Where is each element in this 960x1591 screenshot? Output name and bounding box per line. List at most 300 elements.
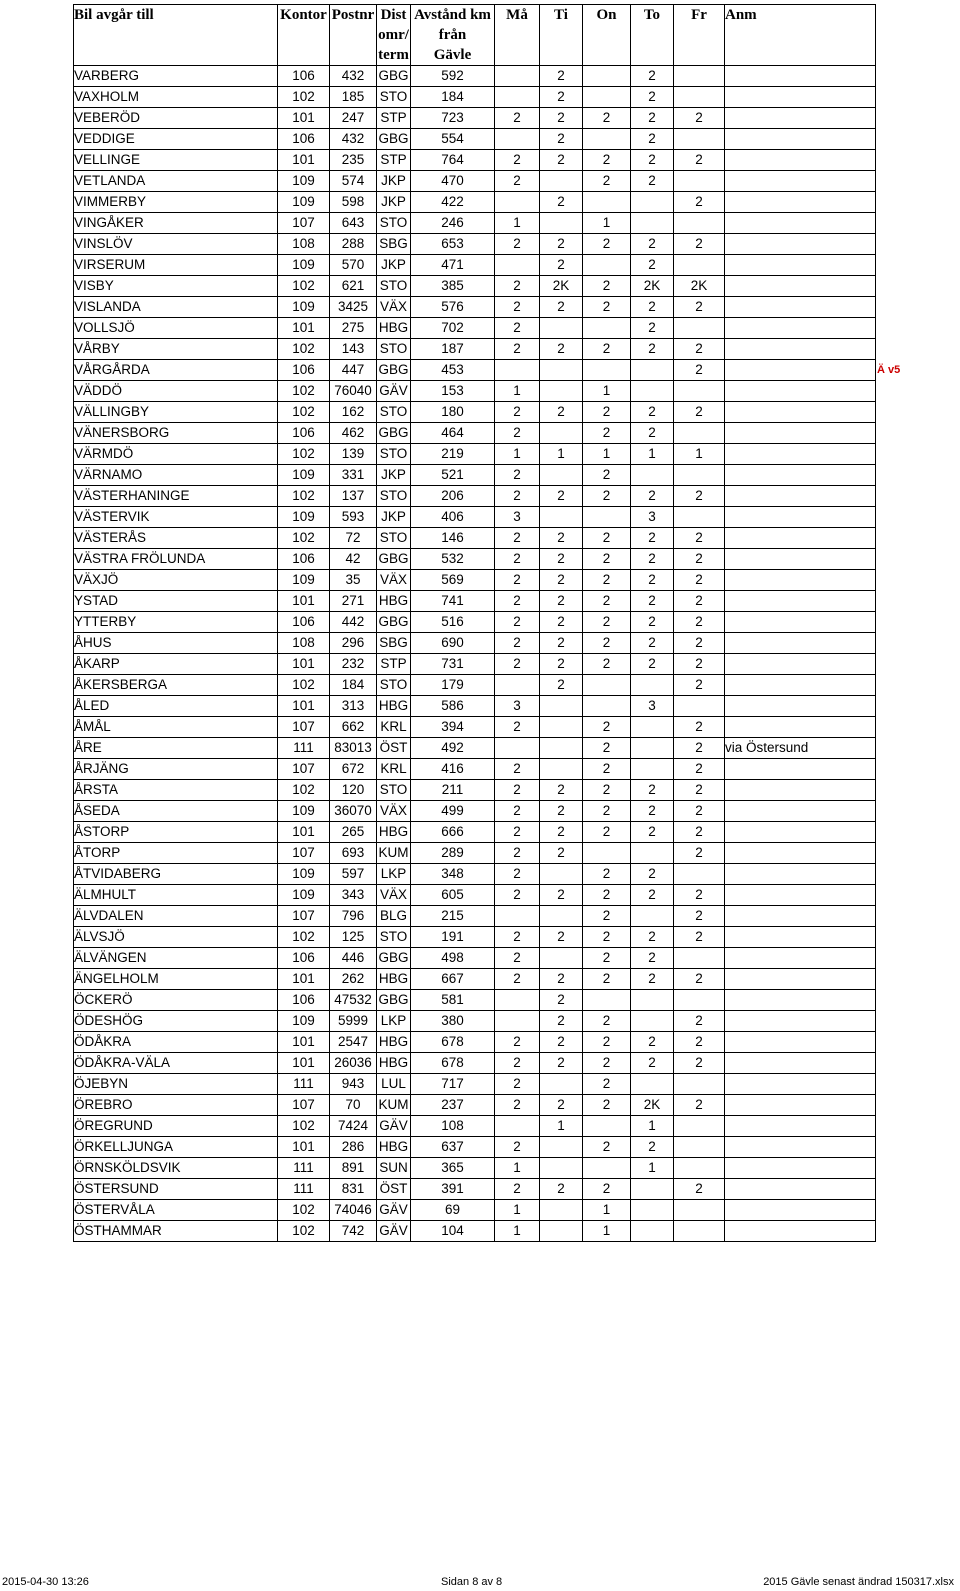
monday-cell: 2: [495, 633, 540, 654]
office-cell: 101: [278, 108, 330, 129]
friday-cell: [674, 318, 725, 339]
distance-cell: 717: [411, 1074, 495, 1095]
destination-cell: ÅLED: [74, 696, 278, 717]
distance-cell: 246: [411, 213, 495, 234]
district-cell: LKP: [377, 864, 411, 885]
monday-cell: 2: [495, 1137, 540, 1158]
postcode-cell: 662: [330, 717, 377, 738]
tuesday-cell: 1: [540, 444, 583, 465]
thursday-cell: [631, 675, 674, 696]
thursday-cell: 2: [631, 66, 674, 87]
notes-cell: [725, 465, 876, 486]
table-row: [74, 633, 876, 654]
notes-cell: [725, 1053, 876, 1074]
table-row: [74, 927, 876, 948]
table-row: [74, 570, 876, 591]
postcode-cell: 831: [330, 1179, 377, 1200]
wednesday-cell: 1: [583, 1221, 631, 1242]
postcode-cell: 83013: [330, 738, 377, 759]
postcode-cell: 232: [330, 654, 377, 675]
notes-cell: [725, 591, 876, 612]
tuesday-cell: 2: [540, 150, 583, 171]
monday-cell: 2: [495, 801, 540, 822]
destination-cell: VÅRBY: [74, 339, 278, 360]
tuesday-cell: 2: [540, 780, 583, 801]
table-row: [74, 1137, 876, 1158]
office-cell: 101: [278, 1032, 330, 1053]
distance-cell: 289: [411, 843, 495, 864]
friday-cell: 2: [674, 1179, 725, 1200]
monday-cell: 2: [495, 423, 540, 444]
destination-cell: ÅRE: [74, 738, 278, 759]
district-cell: LUL: [377, 1074, 411, 1095]
postcode-cell: 137: [330, 486, 377, 507]
wednesday-cell: 2: [583, 276, 631, 297]
postcode-cell: 621: [330, 276, 377, 297]
wednesday-cell: 2: [583, 465, 631, 486]
table-row: [74, 801, 876, 822]
monday-cell: 2: [495, 318, 540, 339]
header-distance: [411, 5, 495, 66]
tuesday-cell: 2: [540, 990, 583, 1011]
table-row: [74, 612, 876, 633]
postcode-cell: 643: [330, 213, 377, 234]
district-cell: ÖST: [377, 738, 411, 759]
friday-cell: [674, 1137, 725, 1158]
thursday-cell: 2: [631, 885, 674, 906]
district-cell: STO: [377, 402, 411, 423]
monday-cell: 2: [495, 234, 540, 255]
monday-cell: 1: [495, 1158, 540, 1179]
district-cell: VÄX: [377, 885, 411, 906]
office-cell: 102: [278, 339, 330, 360]
wednesday-cell: 2: [583, 969, 631, 990]
friday-cell: 2: [674, 108, 725, 129]
destination-cell: VINGÅKER: [74, 213, 278, 234]
postcode-cell: 672: [330, 759, 377, 780]
postcode-cell: 143: [330, 339, 377, 360]
thursday-cell: 2: [631, 402, 674, 423]
office-cell: 109: [278, 570, 330, 591]
notes-cell: [725, 1200, 876, 1221]
postcode-cell: 26036: [330, 1053, 377, 1074]
wednesday-cell: [583, 843, 631, 864]
tuesday-cell: [540, 1137, 583, 1158]
destination-cell: VEBERÖD: [74, 108, 278, 129]
friday-cell: 2: [674, 843, 725, 864]
office-cell: 101: [278, 1137, 330, 1158]
office-cell: 101: [278, 822, 330, 843]
wednesday-cell: 2: [583, 150, 631, 171]
district-cell: JKP: [377, 507, 411, 528]
table-row: [74, 948, 876, 969]
office-cell: 102: [278, 675, 330, 696]
distance-cell: 637: [411, 1137, 495, 1158]
office-cell: 109: [278, 171, 330, 192]
distance-cell: 499: [411, 801, 495, 822]
destination-cell: ÄNGELHOLM: [74, 969, 278, 990]
destination-cell: VÄLLINGBY: [74, 402, 278, 423]
friday-cell: [674, 213, 725, 234]
notes-cell: [725, 486, 876, 507]
tuesday-cell: [540, 696, 583, 717]
district-cell: STO: [377, 528, 411, 549]
friday-cell: 2: [674, 633, 725, 654]
tuesday-cell: 2: [540, 192, 583, 213]
district-cell: STO: [377, 444, 411, 465]
friday-cell: 2: [674, 759, 725, 780]
notes-cell: [725, 276, 876, 297]
thursday-cell: [631, 717, 674, 738]
friday-cell: 2: [674, 906, 725, 927]
tuesday-cell: 2: [540, 87, 583, 108]
thursday-cell: 2: [631, 486, 674, 507]
wednesday-cell: 1: [583, 213, 631, 234]
table-row: [74, 717, 876, 738]
friday-cell: 2: [674, 591, 725, 612]
distance-cell: 464: [411, 423, 495, 444]
destination-cell: ÄLVDALEN: [74, 906, 278, 927]
wednesday-cell: [583, 675, 631, 696]
thursday-cell: [631, 1074, 674, 1095]
monday-cell: 2: [495, 528, 540, 549]
district-cell: HBG: [377, 1032, 411, 1053]
office-cell: 108: [278, 633, 330, 654]
distance-cell: 731: [411, 654, 495, 675]
postcode-cell: 598: [330, 192, 377, 213]
distance-cell: 764: [411, 150, 495, 171]
office-cell: 107: [278, 717, 330, 738]
district-cell: STO: [377, 927, 411, 948]
notes-cell: [725, 423, 876, 444]
monday-cell: 2: [495, 402, 540, 423]
destination-cell: ÅTORP: [74, 843, 278, 864]
destination-cell: VÄRNAMO: [74, 465, 278, 486]
postcode-cell: 288: [330, 234, 377, 255]
destination-cell: ÖRNSKÖLDSVIK: [74, 1158, 278, 1179]
notes-cell: [725, 906, 876, 927]
notes-cell: [725, 297, 876, 318]
tuesday-cell: [540, 738, 583, 759]
district-cell: HBG: [377, 1137, 411, 1158]
postcode-cell: 593: [330, 507, 377, 528]
tuesday-cell: [540, 381, 583, 402]
tuesday-cell: 2: [540, 339, 583, 360]
friday-cell: 2: [674, 675, 725, 696]
table-row: [74, 297, 876, 318]
table-row: [74, 192, 876, 213]
destination-cell: ÖSTERVÅLA: [74, 1200, 278, 1221]
thursday-cell: 2: [631, 591, 674, 612]
thursday-cell: 2: [631, 87, 674, 108]
notes-cell: via Östersund: [725, 738, 876, 759]
district-cell: SBG: [377, 234, 411, 255]
header-district-line1: Dist: [380, 7, 407, 23]
monday-cell: [495, 738, 540, 759]
friday-cell: 2: [674, 927, 725, 948]
wednesday-cell: [583, 192, 631, 213]
office-cell: 102: [278, 87, 330, 108]
distance-cell: 206: [411, 486, 495, 507]
distance-cell: 146: [411, 528, 495, 549]
notes-cell: [725, 150, 876, 171]
thursday-cell: [631, 738, 674, 759]
district-cell: HBG: [377, 696, 411, 717]
table-row: [74, 381, 876, 402]
distance-cell: 179: [411, 675, 495, 696]
district-cell: HBG: [377, 969, 411, 990]
destination-cell: ÖCKERÖ: [74, 990, 278, 1011]
thursday-cell: [631, 1011, 674, 1032]
district-cell: HBG: [377, 591, 411, 612]
wednesday-cell: 2: [583, 339, 631, 360]
table-row: [74, 423, 876, 444]
table-row: [74, 1032, 876, 1053]
tuesday-cell: 2: [540, 1011, 583, 1032]
wednesday-cell: 2: [583, 1053, 631, 1074]
distance-cell: 380: [411, 1011, 495, 1032]
destination-cell: VÄXJÖ: [74, 570, 278, 591]
postcode-cell: 235: [330, 150, 377, 171]
destination-cell: VELLINGE: [74, 150, 278, 171]
thursday-cell: [631, 990, 674, 1011]
thursday-cell: 2: [631, 1032, 674, 1053]
distance-cell: 69: [411, 1200, 495, 1221]
monday-cell: 2: [495, 1053, 540, 1074]
district-cell: GÄV: [377, 1116, 411, 1137]
district-cell: JKP: [377, 255, 411, 276]
friday-cell: [674, 129, 725, 150]
footer-filename: 2015 Gävle senast ändrad 150317.xlsx: [763, 1576, 954, 1588]
distance-cell: 184: [411, 87, 495, 108]
postcode-cell: 47532: [330, 990, 377, 1011]
table-row: [74, 864, 876, 885]
office-cell: 102: [278, 276, 330, 297]
notes-cell: [725, 1074, 876, 1095]
office-cell: 109: [278, 507, 330, 528]
destination-cell: ÄLVÄNGEN: [74, 948, 278, 969]
postcode-cell: 275: [330, 318, 377, 339]
table-row: [74, 1179, 876, 1200]
table-row: [74, 465, 876, 486]
header-wednesday: On: [583, 5, 631, 66]
monday-cell: 2: [495, 108, 540, 129]
postcode-cell: 286: [330, 1137, 377, 1158]
notes-cell: [725, 87, 876, 108]
tuesday-cell: [540, 171, 583, 192]
office-cell: 106: [278, 612, 330, 633]
thursday-cell: 2: [631, 297, 674, 318]
office-cell: 106: [278, 129, 330, 150]
thursday-cell: [631, 1221, 674, 1242]
wednesday-cell: [583, 1158, 631, 1179]
notes-cell: [725, 213, 876, 234]
notes-cell: [725, 528, 876, 549]
wednesday-cell: 2: [583, 885, 631, 906]
notes-cell: [725, 66, 876, 87]
friday-cell: 2: [674, 549, 725, 570]
table-row: [74, 906, 876, 927]
tuesday-cell: [540, 318, 583, 339]
destination-cell: ÖSTERSUND: [74, 1179, 278, 1200]
district-cell: KUM: [377, 843, 411, 864]
header-postcode: Postnr: [330, 5, 377, 66]
district-cell: GBG: [377, 360, 411, 381]
wednesday-cell: [583, 255, 631, 276]
office-cell: 111: [278, 1179, 330, 1200]
tuesday-cell: 2: [540, 1095, 583, 1116]
table-row: [74, 843, 876, 864]
monday-cell: 2: [495, 759, 540, 780]
thursday-cell: [631, 192, 674, 213]
wednesday-cell: 2: [583, 738, 631, 759]
office-cell: 101: [278, 150, 330, 171]
header-distance-line3: Gävle: [433, 47, 472, 63]
distance-cell: 554: [411, 129, 495, 150]
thursday-cell: [631, 381, 674, 402]
thursday-cell: 2: [631, 108, 674, 129]
tuesday-cell: [540, 465, 583, 486]
thursday-cell: 2: [631, 654, 674, 675]
friday-cell: 2: [674, 192, 725, 213]
tuesday-cell: 2: [540, 801, 583, 822]
thursday-cell: 2: [631, 948, 674, 969]
notes-cell: [725, 108, 876, 129]
postcode-cell: 76040: [330, 381, 377, 402]
friday-cell: [674, 507, 725, 528]
table-row: [74, 108, 876, 129]
office-cell: 107: [278, 1095, 330, 1116]
postcode-cell: 3425: [330, 297, 377, 318]
table-row: [74, 444, 876, 465]
friday-cell: [674, 1200, 725, 1221]
notes-cell: [725, 129, 876, 150]
postcode-cell: 262: [330, 969, 377, 990]
destination-cell: ÖDÅKRA-VÄLA: [74, 1053, 278, 1074]
friday-cell: 2: [674, 717, 725, 738]
table-row: [74, 591, 876, 612]
friday-cell: [674, 1116, 725, 1137]
monday-cell: 1: [495, 213, 540, 234]
monday-cell: 2: [495, 1032, 540, 1053]
destination-cell: VIMMERBY: [74, 192, 278, 213]
thursday-cell: 2: [631, 528, 674, 549]
distance-cell: 422: [411, 192, 495, 213]
monday-cell: 1: [495, 1221, 540, 1242]
tuesday-cell: 2: [540, 885, 583, 906]
friday-cell: [674, 1158, 725, 1179]
district-cell: STO: [377, 276, 411, 297]
friday-cell: 2: [674, 969, 725, 990]
wednesday-cell: 2: [583, 549, 631, 570]
friday-cell: 2: [674, 570, 725, 591]
friday-cell: [674, 423, 725, 444]
table-row: [74, 1221, 876, 1242]
notes-cell: [725, 759, 876, 780]
notes-cell: [725, 402, 876, 423]
friday-cell: 2: [674, 234, 725, 255]
office-cell: 102: [278, 486, 330, 507]
distance-cell: 237: [411, 1095, 495, 1116]
tuesday-cell: 2: [540, 1032, 583, 1053]
distance-cell: 348: [411, 864, 495, 885]
table-row: [74, 675, 876, 696]
wednesday-cell: 2: [583, 171, 631, 192]
table-row: [74, 276, 876, 297]
office-cell: 102: [278, 381, 330, 402]
revision-marker: Ä v5: [877, 364, 901, 376]
distance-cell: 211: [411, 780, 495, 801]
district-cell: GBG: [377, 612, 411, 633]
wednesday-cell: 2: [583, 1032, 631, 1053]
monday-cell: 1: [495, 1200, 540, 1221]
postcode-cell: 574: [330, 171, 377, 192]
postcode-cell: 447: [330, 360, 377, 381]
office-cell: 107: [278, 759, 330, 780]
postcode-cell: 943: [330, 1074, 377, 1095]
notes-cell: [725, 444, 876, 465]
header-notes: Anm: [725, 5, 876, 66]
table-row: [74, 969, 876, 990]
tuesday-cell: 2: [540, 675, 583, 696]
destination-cell: ÖRKELLJUNGA: [74, 1137, 278, 1158]
notes-cell: [725, 633, 876, 654]
wednesday-cell: 2: [583, 297, 631, 318]
notes-cell: [725, 360, 876, 381]
destination-cell: VÄDDÖ: [74, 381, 278, 402]
monday-cell: 2: [495, 570, 540, 591]
table-row: [74, 66, 876, 87]
table-row: [74, 402, 876, 423]
office-cell: 108: [278, 234, 330, 255]
thursday-cell: [631, 906, 674, 927]
wednesday-cell: 1: [583, 1200, 631, 1221]
district-cell: STO: [377, 780, 411, 801]
thursday-cell: 2: [631, 171, 674, 192]
tuesday-cell: 2: [540, 66, 583, 87]
office-cell: 107: [278, 213, 330, 234]
notes-cell: [725, 654, 876, 675]
table-row: [74, 654, 876, 675]
office-cell: 101: [278, 318, 330, 339]
monday-cell: 2: [495, 717, 540, 738]
notes-cell: [725, 948, 876, 969]
thursday-cell: 2: [631, 969, 674, 990]
table-row: [74, 255, 876, 276]
thursday-cell: 2: [631, 864, 674, 885]
tuesday-cell: 2: [540, 822, 583, 843]
notes-cell: [725, 612, 876, 633]
friday-cell: 2: [674, 150, 725, 171]
monday-cell: 1: [495, 444, 540, 465]
notes-cell: [725, 549, 876, 570]
office-cell: 102: [278, 444, 330, 465]
tuesday-cell: 2: [540, 297, 583, 318]
friday-cell: 2: [674, 1053, 725, 1074]
friday-cell: 2: [674, 780, 725, 801]
district-cell: ÖST: [377, 1179, 411, 1200]
district-cell: GÄV: [377, 1200, 411, 1221]
destination-cell: VÄSTRA FRÖLUNDA: [74, 549, 278, 570]
notes-cell: [725, 843, 876, 864]
distance-cell: 104: [411, 1221, 495, 1242]
table-row: [74, 1074, 876, 1095]
office-cell: 109: [278, 255, 330, 276]
postcode-cell: 742: [330, 1221, 377, 1242]
thursday-cell: 1: [631, 1158, 674, 1179]
tuesday-cell: 2: [540, 255, 583, 276]
distance-cell: 365: [411, 1158, 495, 1179]
